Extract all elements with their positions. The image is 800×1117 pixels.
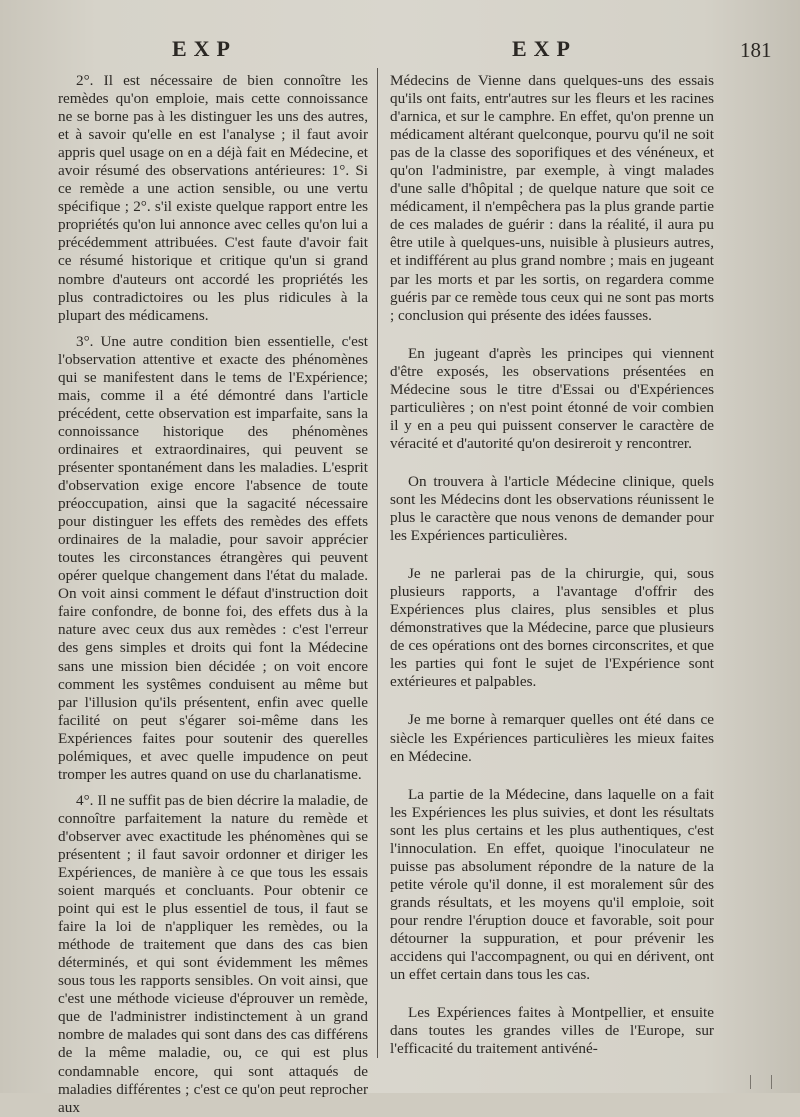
running-head-left: EXP [172,36,237,61]
left-column [58,72,368,1117]
running-head-right: EXP [512,36,577,61]
paragraph: Médecins de Vienne dans quelques-uns des essais qu'ils ont faits, entr'autres sur les fleurs et les racines d'arnica, et sur le camphre. En effet, qu'on prenne un médicament altérant quelconque, pourvu qu'il ne soit pas de la classe des soporifiques et des vénéneux, et qu'on l'administre, par exemple, à vingt malades d'une salle d'hôpital ; de quelque nature que soit ce médicament, il n'empêchera pas la plus grande partie de ces malades de guérir : dans la réalité, il aura pu être utile à quelques-uns, nuisible à plusieurs autres, et indifférent au plus grand nombre ; mais en jugeant par les morts et par les sortis, on regardera comme guéris par ce remède tous ceux qui ne sont pas morts ; conclusion qui présente des idées fausses. [390,72,714,324]
page-number: 181 [740,38,772,62]
paragraph: 2°. Il est nécessaire de bien connoître les remèdes qu'on emploie, mais cette connoissance ne se borne pas à les distinguer les uns des autres, et à savoir qu'elle en est l'analyse ; il faut avoir appris quel usage on en a déjà fait en Médecine, et avoir résumé des observations antérieures: 1°. Si ce remède a une action sensible, ou une vertu spécifique ; 2°. s'il existe quelque rapport entre les propriétés qu'on lui annonce avec celles qu'on lui a précédemment attribuées. C'est faute d'avoir fait ce résumé historique et critique qu'un si grand nombre d'auteurs ont accordé les propriétés les plus contradictoires ou les plus ridicules à la plupart des médicamens. [58,72,368,324]
right-column [390,72,714,1058]
column-divider [377,68,378,1058]
paragraph: Je ne parlerai pas de la chirurgie, qui, sous plusieurs rapports, a l'avantage d'offrir des Expériences plus claires, plus sensibles et plus démonstratives que la Médecine, parce que plusieurs de ces opérations ont des bornes circonscrites, et que les parties qui font le sujet de l'Expérience sont extérieures et palpables. [390,565,714,691]
paragraph: Les Expériences faites à Montpellier, et ensuite dans toutes les grandes villes de l'Europe, sur l'efficacité du traitement antivéné- [390,1004,714,1058]
paragraph: La partie de la Médecine, dans laquelle on a fait les Expériences les plus suivies, et dont les résultats sont les plus certains et les plus authentiques, c'est l'innoculation. En effet, quoique l'inoculateur ne puisse pas absolument répondre de la nature de la petite vérole qu'il donne, il est moralement sûr des grands résultats, et les moyens qu'il emploie, soit pour rendre l'éruption douce et favorable, soit pour détourner la suppuration, et pour prévenir les accidens qui l'accompagnent, ou qui en dérivent, ont un effet certain dans tous les cas. [390,785,714,984]
paragraph: Je me borne à remarquer quelles ont été dans ce siècle les Expériences particulières les mieux faites en Médecine. [390,711,714,765]
paragraph: On trouvera à l'article Médecine clinique, quels sont les Médecins dont les observations réunissent le plus le caractère que nous venons de demander pour les Expériences particulières. [390,472,714,545]
paragraph: En jugeant d'après les principes qui viennent d'être exposés, les observations présentées en Médecine sous le titre d'Essai ou d'Expériences particulières ; on n'est point étonné de voir combien il y en a peu qui puissent conserver le caractère de véracité et d'autorité qu'on desireroit y rencontrer. [390,344,714,452]
paragraph: 3°. Une autre condition bien essentielle, c'est l'observation attentive et exacte des phénomènes qui se manifestent dans le tems de l'Expérience; mais, comme il a été démontré dans l'article précédent, cette observation est imparfaite, sans la connoissance historique des phénomènes ordinaires et extraordinaires, qui peuvent se présenter spontanément dans les maladies. L'esprit d'observation exige encore l'absence de toute préoccupation, ainsi que la sagacité nécessaire pour distinguer les effets des remèdes des effets ordinaires de la maladie, pour savoir apprécier toutes les circonstances étrangères qui peuvent opérer quelque changement dans l'état du malade. On voit ainsi comment le défaut d'instruction doit faire confondre, de bonne foi, des effets dus à la nature avec ceux dus aux remèdes : c'est l'erreur des gens simples et droits qui font la Médecine sans une mission bien décidée ; on voit encore comment les systêmes conduisent au même but par l'illusion qu'ils présentent, enfin avec quelle facilité on peut s'égarer soi-même dans les Expériences faites pour soutenir des querelles polémiques, et avec quelle impudence on peut tromper les autres quand on use du charlanatisme. [58,332,368,783]
paragraph: 4°. Il ne suffit pas de bien décrire la maladie, de connoître parfaitement la nature du remède et d'observer avec exactitude les phénomènes qui se présentent ; il faut savoir ordonner et diriger les Expériences, de manière à ce que tous les essais soient marqués et concluants. Pour obtenir ce point qui est le plus essentiel de tous, il faut se faire la loi de n'appliquer les remèdes, ou la méthode de traitement que dans des cas bien déterminés, et qui sont évidemment les mêmes sous tous les rapports sensibles. On voit ainsi, que c'est une méthode vicieuse d'éprouver un remède, que de l'administrer indistinctement à un grand nombre de malades qui sont dans des cas différens de la même maladie, ou, ce qui est plus condamnable encore, qui sont attaqués de maladies différentes ; c'est ce qu'on peut reprocher aux [58,791,368,1116]
running-header [0,36,800,70]
page-edge-mark [750,1075,772,1089]
